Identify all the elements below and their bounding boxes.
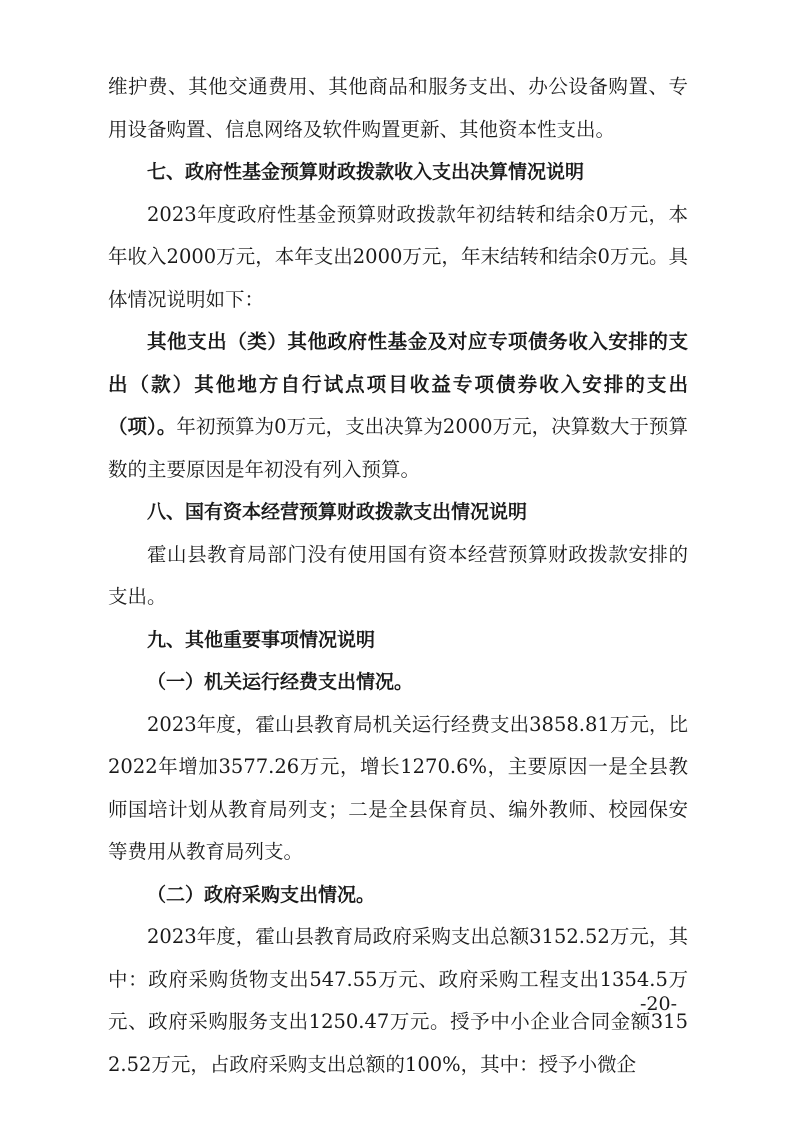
document-page: [108, 66, 688, 1086]
subsection-heading-9-2: （二）政府采购支出情况。: [147, 883, 376, 906]
section-heading-7: 七、政府性基金预算财政拨款收入支出决算情况说明: [147, 161, 585, 183]
paragraph-fund-budget: 2023年度政府性基金预算财政拨款年初结转和结余0万元，本年收入2000万元，本年支出2000万元，年末结转和结余0万元。具体情况说明如下：: [108, 202, 688, 311]
page-number: -20-: [640, 993, 678, 1015]
paragraph-procurement: 2023年度，霍山县教育局政府采购支出总额3152.52万元，其中：政府采购货物支出547.55万元、政府采购工程支出1354.5万元、政府采购服务支出1250.47万元。授予中小企业合同金额3152.52万元，占政府采购支出总额的100%，其中：授予小微企: [108, 925, 688, 1076]
paragraph-state-capital: 霍山县教育局部门没有使用国有资本经营预算财政拨款安排的支出。: [108, 542, 688, 608]
section-heading-9: 九、其他重要事项情况说明: [147, 628, 376, 651]
item-description: 年初预算为0万元，支出决算为2000万元，决算数大于预算数的主要原因是年初没有列入预算。: [108, 415, 688, 481]
paragraph-operating-expenses: 2023年度，霍山县教育局机关运行经费支出3858.81万元，比2022年增加3577.26万元，增长1270.6%，主要原因一是全县教师国培计划从教育局列支；二是全县保育员、编外教师、校园保安等费用从教育局列支。: [108, 712, 688, 863]
subsection-heading-9-1: （一）机关运行经费支出情况。: [147, 671, 414, 693]
section-heading-8: 八、国有资本经营预算财政拨款支出情况说明: [147, 501, 528, 523]
paragraph-other-expenditure: [108, 321, 688, 491]
paragraph-continuation: 维护费、其他交通费用、其他商品和服务支出、办公设备购置、专用设备购置、信息网络及软件购置更新、其他资本性支出。: [108, 75, 688, 141]
bold-item-title: 其他支出（类）其他政府性基金及对应专项债务收入安排的支出（款）其他地方自行试点项目收益专项债券收入安排的支出（项）。: [108, 330, 688, 438]
